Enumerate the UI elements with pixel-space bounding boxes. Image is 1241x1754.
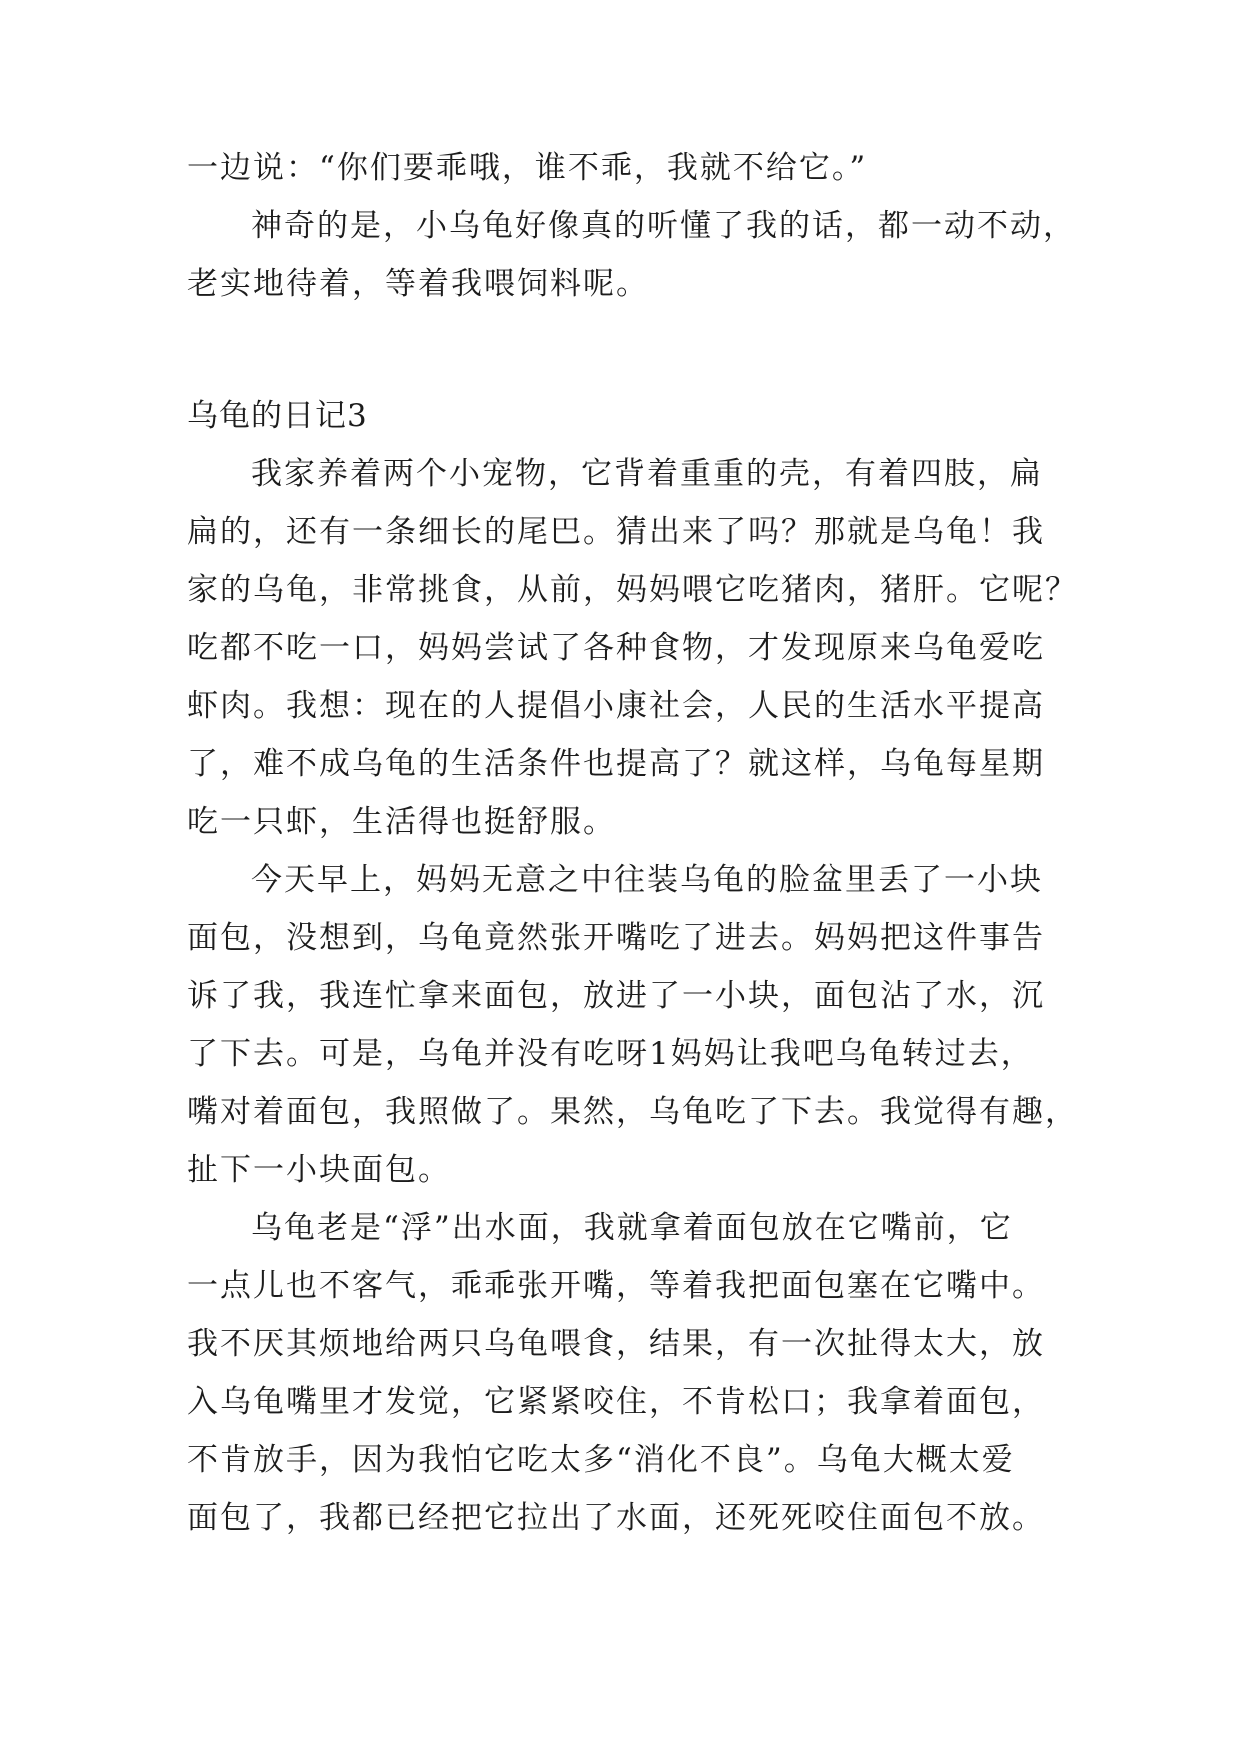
paragraph-line: 虾肉。我想：现在的人提倡小康社会，人民的生活水平提高	[187, 688, 1045, 724]
paragraph-line: 面包，没想到，乌龟竟然张开嘴吃了进去。妈妈把这件事告	[187, 920, 1045, 956]
paragraph-line: 老实地待着，等着我喂饲料呢。	[187, 266, 649, 302]
paragraph-line: 面包了，我都已经把它拉出了水面，还死死咬住面包不放。	[187, 1500, 1045, 1536]
paragraph-line: 家的乌龟，非常挑食，从前，妈妈喂它吃猪肉，猪肝。它呢？	[187, 572, 1078, 608]
paragraph-line: 扁的，还有一条细长的尾巴。猜出来了吗？那就是乌龟！我	[187, 514, 1045, 550]
paragraph-line: 嘴对着面包，我照做了。果然，乌龟吃了下去。我觉得有趣，	[187, 1094, 1078, 1130]
paragraph-line: 了，难不成乌龟的生活条件也提高了？就这样，乌龟每星期	[187, 746, 1045, 782]
paragraph-line: 不肯放手，因为我怕它吃太多“消化不良”。乌龟大概太爱	[187, 1442, 1015, 1478]
paragraph-line: 我不厌其烦地给两只乌龟喂食，结果，有一次扯得太大，放	[187, 1326, 1045, 1362]
paragraph-line: 一点儿也不客气，乖乖张开嘴，等着我把面包塞在它嘴中。	[187, 1268, 1045, 1304]
section-heading: 乌龟的日记3	[187, 398, 368, 434]
paragraph-line: 神奇的是，小乌龟好像真的听懂了我的话，都一动不动，	[251, 208, 1076, 244]
paragraph-line: 扯下一小块面包。	[187, 1152, 451, 1188]
paragraph-line: 我家养着两个小宠物，它背着重重的壳，有着四肢，扁	[251, 456, 1043, 492]
paragraph-line: 乌龟老是“浮”出水面，我就拿着面包放在它嘴前，它	[251, 1210, 1013, 1246]
paragraph-line: 了下去。可是，乌龟并没有吃呀1妈妈让我吧乌龟转过去，	[187, 1036, 1034, 1072]
paragraph-line: 吃一只虾，生活得也挺舒服。	[187, 804, 616, 840]
paragraph-line: 入乌龟嘴里才发觉，它紧紧咬住，不肯松口；我拿着面包，	[187, 1384, 1045, 1420]
paragraph-line: 诉了我，我连忙拿来面包，放进了一小块，面包沾了水，沉	[187, 978, 1045, 1014]
paragraph-line: 一边说：“你们要乖哦，谁不乖，我就不给它。”	[187, 150, 868, 186]
paragraph-line: 今天早上，妈妈无意之中往装乌龟的脸盆里丢了一小块	[251, 862, 1043, 898]
paragraph-line: 吃都不吃一口，妈妈尝试了各种食物，才发现原来乌龟爱吃	[187, 630, 1045, 666]
